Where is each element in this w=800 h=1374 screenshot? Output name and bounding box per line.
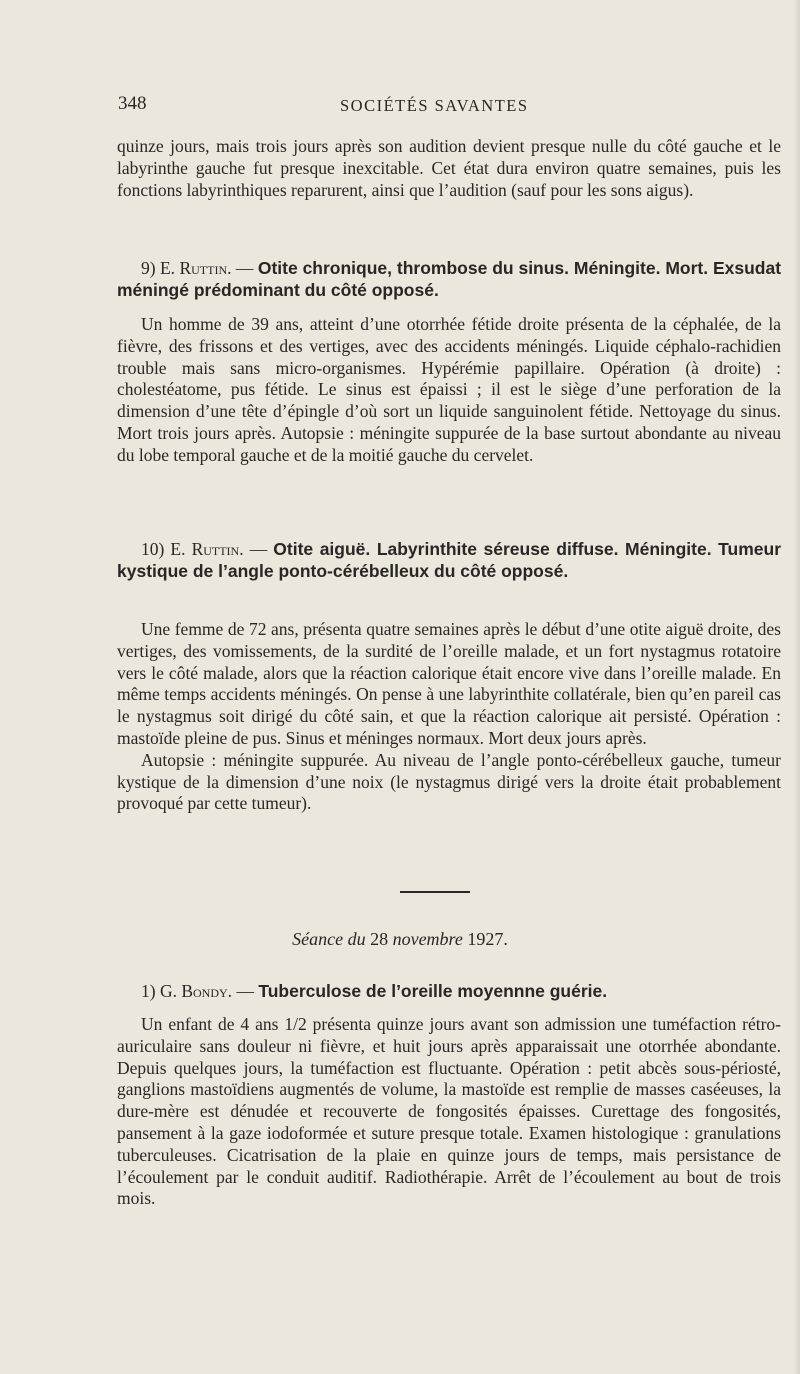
case-10-body: Une femme de 72 ans, présenta quatre semaines après le début d’une otite aiguë droite, des vertiges, des vomissements, de la surdité de l’oreille malade, et un fort nystagmus rotatoire vers le côté malade, alors que la réaction calorique était encore vive dans l’oreille malade. En même temps accidents méningés. On pense à une labyrinthite collatérale, bien qu’en pareil cas le nystagmus soit dirigé du côté sain, et que la réaction calorique ait persisté. Opération : mastoïde pleine de pus. Sinus et méninges normaux. Mort deux jours après. — [117, 619, 781, 748]
seance-month: novembre — [392, 929, 463, 949]
case-10-title: Otite aiguë. Labyrinthite séreuse diffuse. Méningite. Tumeur kystique de l’angle ponto-cérébelleux du côté opposé. — [117, 539, 782, 581]
case-9-body-block — [117, 314, 781, 467]
page-number: 348 — [118, 93, 147, 114]
running-title: SOCIÉTÉS SAVANTES — [340, 96, 529, 115]
section-divider-rule — [400, 891, 470, 893]
case-9-author-initial: E. — [159, 258, 176, 278]
case-9-author-name: Ruttin. — [179, 258, 232, 278]
case-10-autopsy: Autopsie : méningite suppurée. Au niveau de l’angle ponto-cérébelleux gauche, tumeur kystique de la dimension d’une noix (le nystagmus dirigé vers la droite était probablement provoqué par cette tumeur). — [117, 749, 781, 814]
seance-heading — [0, 929, 800, 950]
case-1-title: Tuberculose de l’oreille moyennne guérie. — [258, 981, 608, 1001]
case-10-body-block — [117, 619, 781, 815]
case-10-number: 10) — [141, 539, 165, 559]
case-1-body: Un enfant de 4 ans 1/2 présenta quinze jours avant son admission une tuméfaction rétro-auriculaire sans douleur ni fièvre, et huit jours après apparaissait une otorrhée abondante. Depuis quelques jours, la tuméfaction est fluctuante. Opération : petit abcès sous-périosté, ganglions mastoïdiens augmentés de volume, la mastoïde est remplie de masses caséeuses, la dure-mère est dénudée et recouverte de fongosités épaisses. Curettage des fongosités, pansement à la gaze iodoformée et suture presque totale. Examen histologique : granulations tuberculeuses. Cicatrisation de la plaie en quinze jours de temps, mais persistance de l’écoulement par le conduit auditif. Radiothérapie. Arrêt de l’écoulement au bout de trois mois. — [117, 1014, 781, 1209]
case-9-number: 9) — [141, 258, 156, 278]
case-1-author-name: Bondy. — [181, 981, 233, 1001]
intro-paragraph: quinze jours, mais trois jours après son audition devient presque nulle du côté gauche et le labyrinthe gauche fut presque inexcitable. Cet état dura environ quatre semaines, puis les fonctions labyrinthiques reparurent, ainsi que l’audition (sauf pour les sons aigus). — [117, 136, 781, 200]
seance-day: 28 — [370, 929, 389, 949]
case-9-dash: — — [235, 258, 254, 278]
case-9-body: Un homme de 39 ans, atteint d’une otorrhée fétide droite présenta de la céphalée, de la fièvre, des frissons et des vertiges, avec des accidents méningés. Liquide céphalo-rachidien trouble mais sans micro-organismes. Hypérémie papillaire. Opération (à droite) : cholestéatome, pus fétide. Le sinus est épaissi ; il est le siège d’une perforation de la dimension d’une tête d’épingle d’où sort un liquide sanguinolent fétide. Nettoyage du sinus. Mort trois jours après. Autopsie : méningite suppurée de la base surtout abondante au niveau du lobe temporal gauche et de la moitié gauche du cervelet. — [117, 314, 781, 465]
page-edge-shadow — [794, 0, 800, 1374]
case-1-number: 1) — [141, 981, 156, 1001]
case-1-heading — [117, 980, 781, 1002]
seance-label: Séance du — [292, 929, 366, 949]
case-10-author-initial: E. — [170, 539, 186, 559]
case-1-author-initial: G. — [159, 981, 177, 1001]
case-9-heading — [117, 257, 781, 301]
case-10-heading — [117, 538, 781, 582]
case-10-author-name: Ruttin. — [191, 539, 244, 559]
case-1-body-block — [117, 1014, 781, 1210]
case-9-title: Otite chronique, thrombose du sinus. Méningite. Mort. Exsudat méningé prédominant du côté opposé. — [117, 258, 782, 300]
case-1-dash: — — [236, 981, 254, 1001]
seance-year: 1927. — [467, 929, 508, 949]
case-10-dash: — — [249, 539, 268, 559]
intro-paragraph-block — [117, 136, 781, 201]
